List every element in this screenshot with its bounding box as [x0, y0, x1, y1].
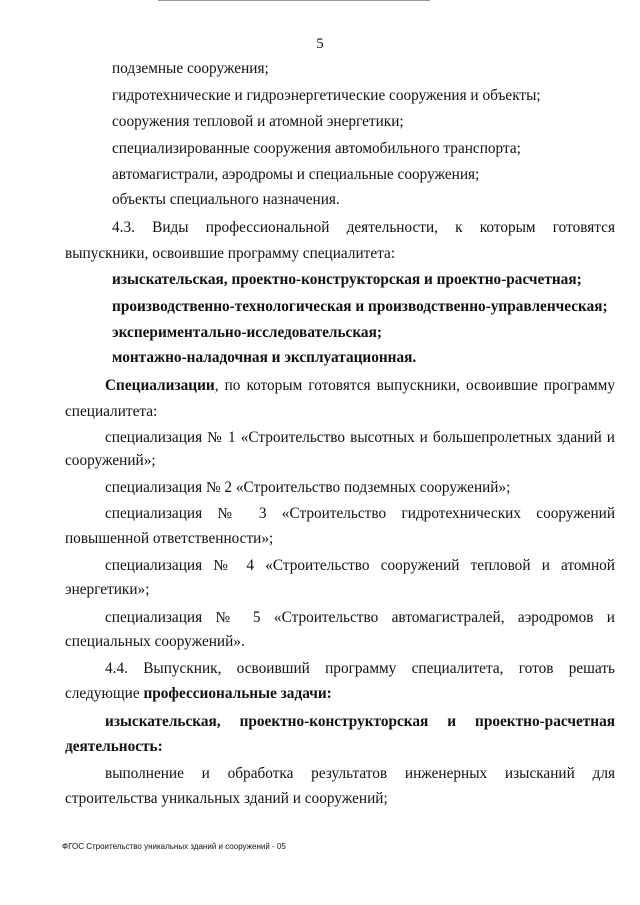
- list-item-underground: подземные сооружения;: [112, 60, 269, 77]
- list-item-hydro: гидротехнические и гидроэнергетические сооружения и объекты;: [112, 87, 541, 104]
- specialization-1-line2: сооружений»;: [65, 452, 156, 469]
- page-footer: ФГОС Строительство уникальных зданий и сооружений - 05: [62, 842, 286, 851]
- activity-experimental: экспериментально-исследовательская;: [112, 324, 382, 341]
- task-item-line1: выполнение и обработка результатов инженерных изысканий для: [105, 765, 615, 782]
- section-4-4-line2: следующие профессиональные задачи:: [65, 685, 332, 702]
- activity-installation: монтажно-наладочная и эксплуатационная.: [112, 349, 417, 366]
- scan-top-edge-line: [158, 0, 430, 1]
- specialization-3-line2: повышенной ответственности»;: [65, 530, 274, 547]
- section-4-4-line1: 4.4. Выпускник, освоивший программу специалитета, готов решать: [105, 660, 615, 677]
- list-item-highways: автомагистрали, аэродромы и специальные сооружения;: [112, 166, 480, 183]
- specialization-2: специализация № 2 «Строительство подземных сооружений»;: [105, 479, 511, 496]
- specialization-4-line2: энергетики»;: [65, 581, 150, 598]
- page-number: 5: [316, 36, 324, 52]
- specializations-term: Специализации: [105, 377, 215, 394]
- specializations-intro-line1: Специализации, по которым готовятся выпускники, освоившие программу: [105, 377, 615, 394]
- specialization-3-line1: специализация № 3 «Строительство гидротехнических сооружений: [105, 505, 615, 522]
- specialization-4-line1: специализация № 4 «Строительство сооружений тепловой и атомной: [105, 557, 615, 574]
- list-item-special-objects: объекты специального назначения.: [112, 191, 340, 208]
- activity-survey-design: изыскательская, проектно-конструкторская и проектно-расчетная;: [112, 271, 582, 288]
- specialization-1-line1: специализация № 1 «Строительство высотных и большепролетных зданий и: [105, 429, 615, 446]
- list-item-thermal: сооружения тепловой и атомной энергетики;: [112, 113, 404, 130]
- section-4-3-line1: 4.3. Виды профессиональной деятельности, к которым готовятся: [112, 219, 615, 236]
- task-item-line2: строительства уникальных зданий и сооружений;: [65, 790, 388, 807]
- specializations-intro-line2: специалитета:: [65, 403, 158, 420]
- specialization-5-line2: специальных сооружений».: [65, 633, 245, 650]
- task-survey-design-line2: деятельность:: [65, 738, 163, 755]
- list-item-auto-transport: специализированные сооружения автомобильного транспорта;: [112, 140, 521, 157]
- section-4-3-line2: выпускники, освоившие программу специалитета:: [65, 245, 396, 262]
- professional-tasks-term: профессиональные задачи:: [143, 685, 332, 702]
- specialization-5-line1: специализация № 5 «Строительство автомагистралей, аэродромов и: [105, 609, 615, 626]
- activity-production: производственно-технологическая и производственно-управленческая;: [112, 298, 608, 315]
- task-survey-design-line1: изыскательская, проектно-конструкторская и проектно-расчетная: [105, 713, 615, 730]
